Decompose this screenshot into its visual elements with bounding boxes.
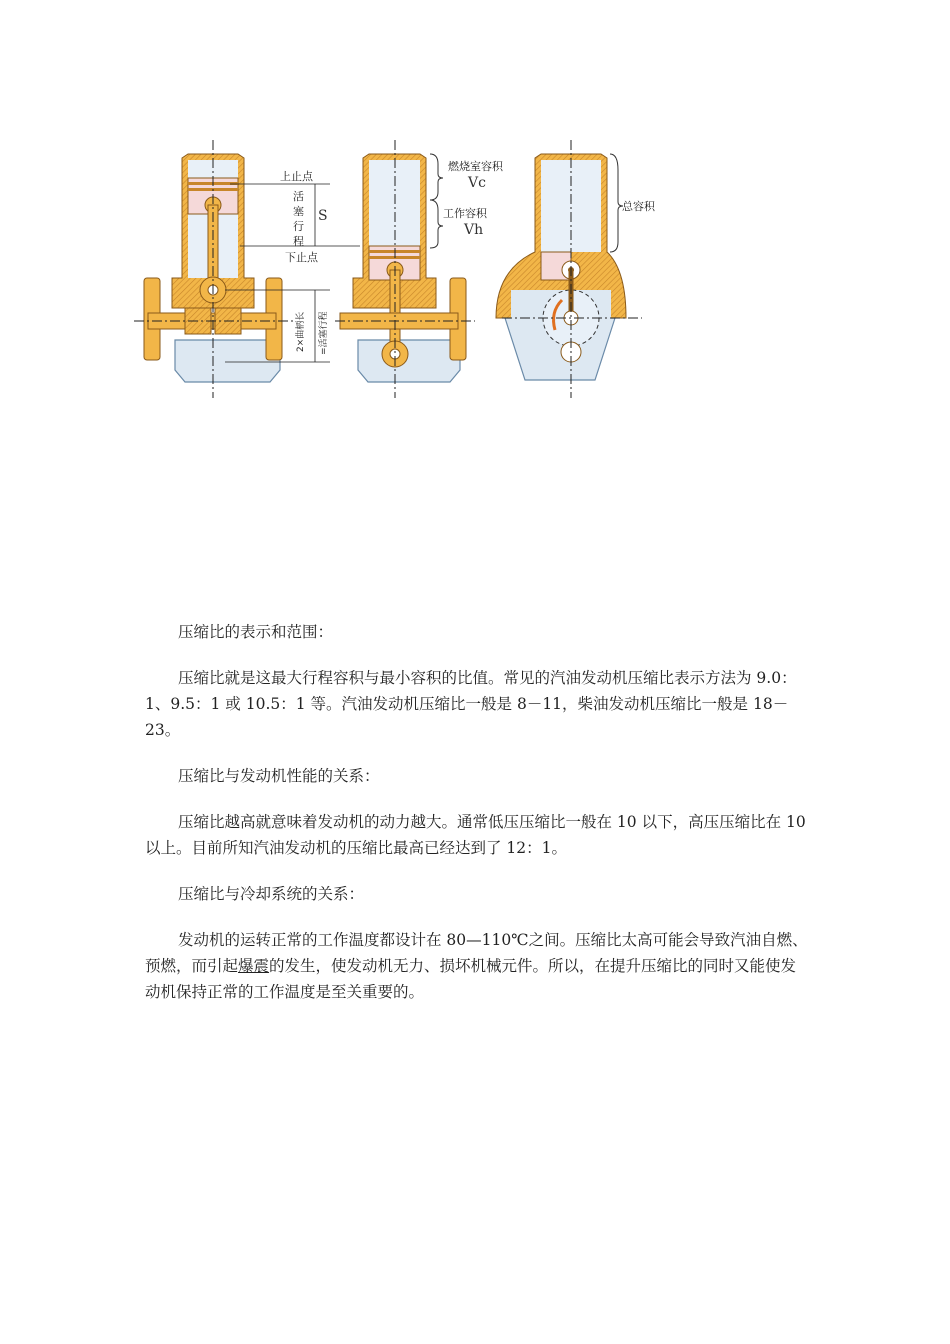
engine-diagram-total — [496, 140, 642, 398]
paragraph-cooling-text-before: 发动机的运转正常的工作温度都设计在 80—110℃之间。压缩比太高可能会导致汽油自燃、预燃，而引起 — [145, 931, 808, 975]
engine-diagram-tdc — [134, 140, 360, 398]
heading-compression-ratio-range: 压缩比的表示和范围： — [178, 623, 334, 641]
label-tdc: 上止点 — [280, 170, 313, 183]
label-vc: Vc — [468, 175, 486, 191]
label-vh: Vh — [464, 222, 484, 238]
label-working-volume: 工作容积 — [443, 207, 487, 220]
label-total-volume: 总容积 — [622, 200, 655, 213]
label-crank-2x: 2×曲柄长 — [296, 311, 306, 352]
label-piston-stroke-1: 活 — [293, 190, 304, 203]
article-body — [145, 619, 810, 1025]
label-piston-stroke-rot: =活塞行程 — [319, 311, 329, 355]
paragraph-compression-ratio-definition: 压缩比就是这最大行程容积与最小容积的比值。常见的汽油发动机压缩比表示方法为 9.0：1、9.5：1 或 10.5：1 等。汽油发动机压缩比一般是 8－11，柴油发动机压缩比一般是 18－23。 — [145, 669, 797, 739]
paragraph-cooling-text-after: 的发生，使发动机无力、损坏机械元件。所以，在提升压缩比的同时又能使发动机保持正常的工作温度是至关重要的。 — [145, 957, 797, 1001]
heading-compression-performance: 压缩比与发动机性能的关系： — [178, 767, 380, 785]
engine-diagram-svg — [130, 140, 690, 400]
label-bdc: 下止点 — [285, 251, 318, 264]
knock-link[interactable]: 爆震 — [238, 957, 270, 975]
label-s: S — [318, 208, 328, 224]
label-piston-stroke-4: 程 — [293, 235, 304, 248]
label-combustion-chamber: 燃烧室容积 — [448, 160, 503, 173]
heading-compression-cooling: 压缩比与冷却系统的关系： — [178, 885, 365, 903]
engine-diagram-figure — [130, 140, 690, 404]
paragraph-compression-performance: 压缩比越高就意味着发动机的动力越大。通常低压压缩比一般在 10 以下，高压压缩比在 10 以上。目前所知汽油发动机的压缩比最高已经达到了 12：1。 — [145, 813, 806, 857]
label-piston-stroke-2: 塞 — [293, 205, 304, 218]
paragraph-compression-cooling — [145, 927, 810, 1005]
engine-diagram-bdc — [335, 140, 475, 398]
label-piston-stroke-3: 行 — [293, 220, 304, 233]
